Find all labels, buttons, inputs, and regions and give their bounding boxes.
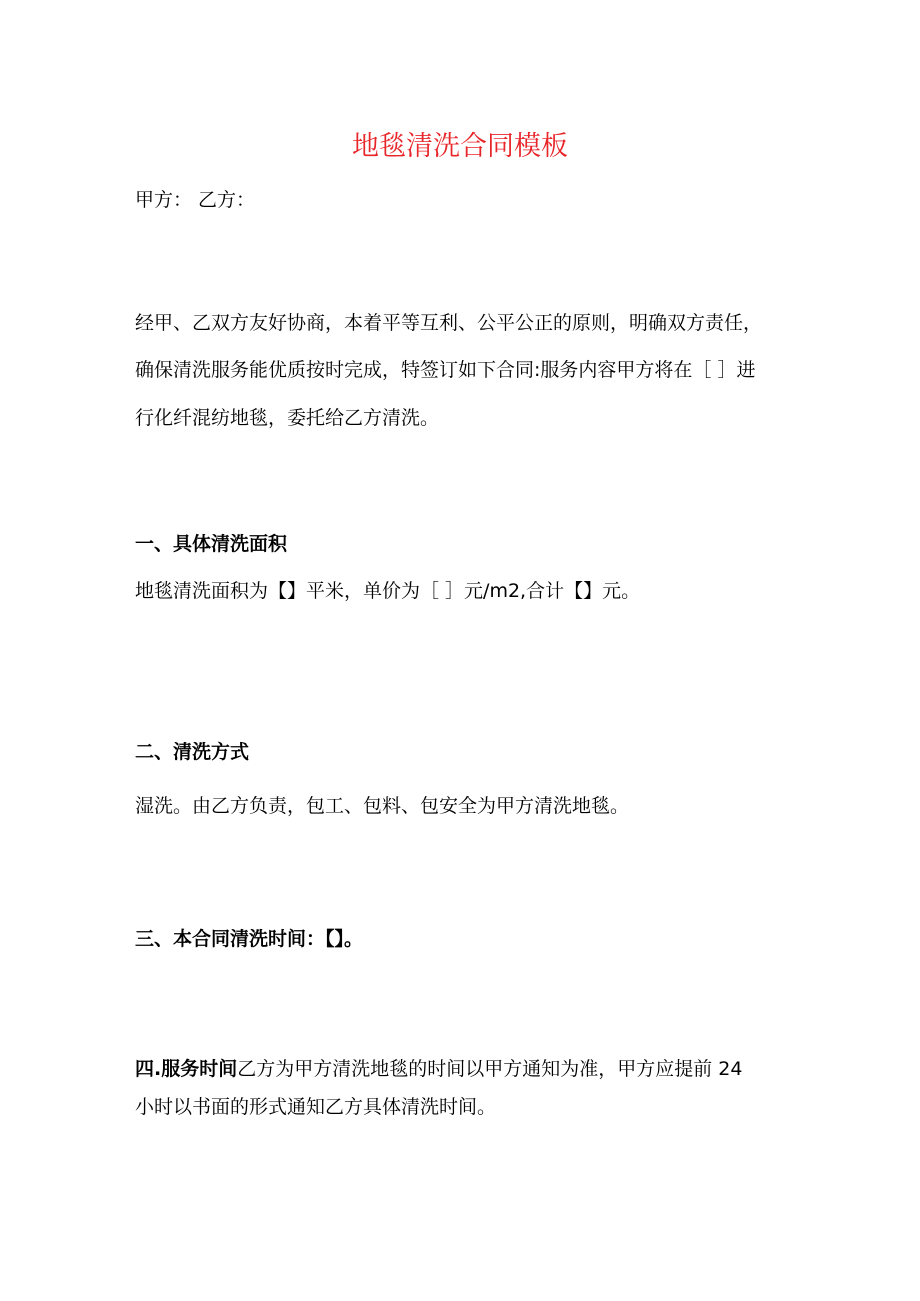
intro-line-2: 确保清洗服务能优质按时完成，特签订如下合同:服务内容甲方将在［ ］进 — [135, 359, 756, 381]
section-4-line-1 — [135, 1055, 742, 1083]
parties-line: 甲方： 乙方： — [135, 189, 256, 211]
document-title: 地毯清洗合同模板 — [352, 131, 568, 162]
section-1-body: 地毯清洗面积为【】平米，单价为［ ］元/m2,合计【】元。 — [135, 580, 641, 602]
section-4-heading: 四.服务时间 — [135, 1058, 238, 1080]
section-2-heading: 二、清洗方式 — [135, 741, 250, 763]
section-4-line-2: 小时以书面的形式通知乙方具体清洗时间。 — [135, 1096, 497, 1118]
intro-line-3: 行化纤混纺地毯，委托给乙方清洗。 — [135, 407, 440, 429]
section-4-body-line-1: 乙方为甲方清洗地毯的时间以甲方通知为准，甲方应提前 24 — [237, 1058, 743, 1080]
section-3-heading: 三、本合同清洗时间：【】。 — [135, 928, 364, 950]
section-1-heading: 一、具体清洗面积 — [135, 533, 288, 555]
section-2-body: 湿洗。由乙方负责，包工、包料、包安全为甲方清洗地毯。 — [135, 795, 630, 817]
intro-line-1: 经甲、乙双方友好协商，本着平等互利、公平公正的原则，明确双方责任， — [135, 312, 763, 334]
